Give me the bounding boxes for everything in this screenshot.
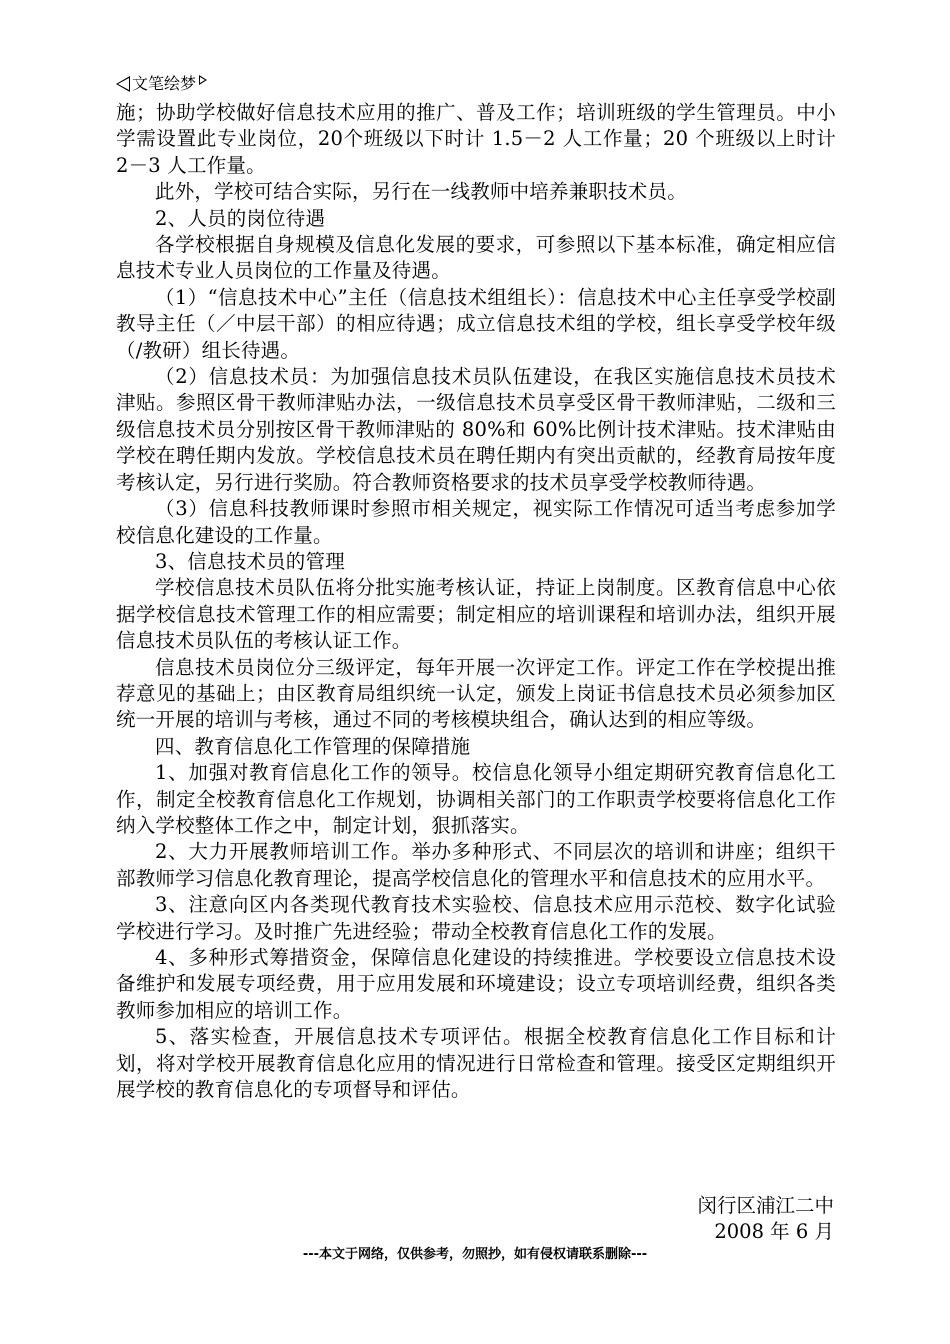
- signoff-organization: 闵行区浦江二中: [697, 1194, 834, 1217]
- document-body: [116, 100, 836, 1103]
- left-triangle-icon: [116, 76, 130, 92]
- signoff-date: 2008 年 6 月: [714, 1220, 834, 1244]
- body-paragraph: 3、注意向区内各类现代教育技术实验校、信息技术应用示范校、数字化试验学校进行学习。及时推广先进经验；带动全校教育信息化工作的发展。: [116, 893, 836, 943]
- document-header: [116, 74, 207, 94]
- section-heading: 2、人员的岗位待遇: [155, 206, 326, 230]
- section-heading: 3、信息技术员的管理: [155, 549, 345, 573]
- body-paragraph: 各学校根据自身规模及信息化发展的要求，可参照以下基本标准，确定相应信息技术专业人员岗位的工作量及待遇。: [116, 233, 836, 283]
- signoff-block: [697, 1193, 834, 1246]
- right-triangle-icon: [199, 75, 207, 85]
- body-paragraph: 5、落实检查，开展信息技术专项评估。根据全校教育信息化工作目标和计划，将对学校开展教育信息化应用的情况进行日常检查和管理。接受区定期组织开展学校的教育信息化的专项督导和评估。: [116, 1025, 836, 1102]
- body-paragraph: （2）信息技术员：为加强信息技术员队伍建设，在我区实施信息技术员技术津贴。参照区骨干教师津贴办法，一级信息技术员享受区骨干教师津贴，二级和三级信息技术员分别按区骨干教师津贴的 80%和 60%比例计技术津贴。技术津贴由学校在聘任期内发放。学校信息技术员在聘任期内有突出贡献的，经教育局按年度考核认定，另行进行奖励。符合教师资格要求的技术员享受学校教师待遇。: [116, 365, 836, 494]
- body-paragraph: （3）信息科技教师课时参照市相关规定，视实际工作情况可适当考虑参加学校信息化建设的工作量。: [116, 497, 836, 547]
- section-heading: 四、教育信息化工作管理的保障措施: [155, 734, 471, 758]
- body-paragraph: 4、多种形式筹措资金，保障信息化建设的持续推进。学校要设立信息技术设备维护和发展专项经费，用于应用发展和环境建设；设立专项培训经费，组织各类教师参加相应的培训工作。: [116, 946, 836, 1022]
- body-paragraph: 学校信息技术员队伍将分批实施考核认证，持证上岗制度。区教育信息中心依据学校信息技术管理工作的相应需要；制定相应的培训课程和培训办法，组织开展信息技术员队伍的考核认证工作。: [116, 576, 836, 653]
- body-paragraph: 此外，学校可结合实际，另行在一线教师中培养兼职技术员。: [155, 180, 687, 204]
- body-paragraph: 2、大力开展教师培训工作。举办多种形式、不同层次的培训和讲座；组织干部教师学习信息化教育理论，提高学校信息化的管理水平和信息技术的应用水平。: [116, 840, 836, 890]
- body-paragraph: （1）“信息技术中心”主任（信息技术组组长）：信息技术中心主任享受学校副教导主任（／中层干部）的相应待遇；成立信息技术组的学校，组长享受学校年级（/教研）组长待遇。: [116, 285, 836, 362]
- body-paragraph: 1、加强对教育信息化工作的领导。校信息化领导小组定期研究教育信息化工作，制定全校教育信息化工作规划，协调相关部门的工作职责学校要将信息化工作纳入学校整体工作之中，制定计划，狠抓落实。: [116, 761, 836, 837]
- body-paragraph: 信息技术员岗位分三级评定，每年开展一次评定工作。评定工作在学校提出推荐意见的基础上；由区教育局组织统一认定，颁发上岗证书信息技术员必须参加区统一开展的培训与考核，通过不同的考核模块组合，确认达到的相应等级。: [116, 655, 836, 732]
- body-paragraph: 施；协助学校做好信息技术应用的推广、普及工作；培训班级的学生管理员。中小学需设置此专业岗位，20个班级以下时计 1.5－2 人工作量；20 个班级以上时计 2－3 人工作量。: [116, 101, 836, 177]
- header-label: 文笔绘梦: [132, 74, 197, 93]
- footer-notice: ---本文于网络，仅供参考，勿照抄，如有侵权请联系删除---: [302, 1247, 648, 1262]
